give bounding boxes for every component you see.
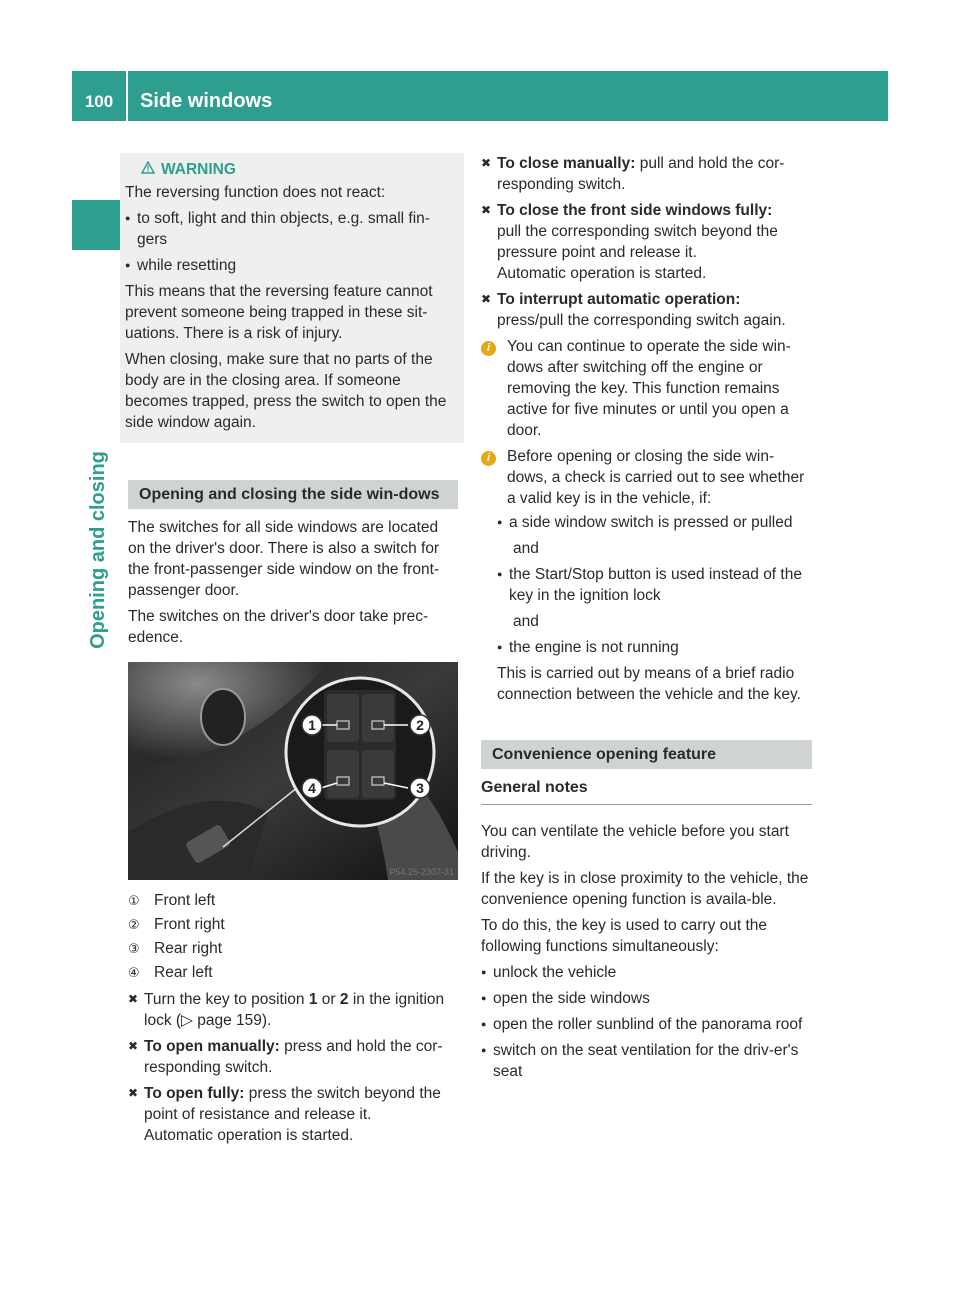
action-step: ✖ To open manually: press and hold the cor-responding switch.	[128, 1038, 443, 1076]
page-title: Side windows	[140, 90, 273, 112]
warning-intro: The reversing function does not react:	[125, 184, 386, 201]
list-item: ● the Start/Stop button is used instead of the key in the ignition lock	[497, 566, 802, 604]
warning-text: When closing, make sure that no parts of the body are in the closing area. If someone becomes trapped, press the switch to open the side window again.	[125, 351, 447, 431]
page-number: 100	[84, 92, 114, 111]
info-icon: i	[481, 341, 496, 356]
action-step: ✖ To open fully: press the switch beyond the point of resistance and release it. Automatic operation is started.	[128, 1085, 441, 1144]
bullet-icon: ●	[481, 1045, 487, 1055]
subsection-heading: General notes	[481, 777, 812, 805]
paragraph: The switches for all side windows are located on the driver's door. There is also a switch for the front-passenger side window on the front-passenger door.	[128, 519, 440, 599]
paragraph: You can ventilate the vehicle before you start driving.	[481, 823, 789, 861]
list-item: ● open the roller sunblind of the panorama roof	[481, 1016, 803, 1033]
info-note: i You can continue to operate the side win-dows after switching off the engine or removing the key. This function remains active for five minutes or until you open a door.	[481, 336, 812, 441]
bullet-icon: ●	[481, 1019, 487, 1029]
warning-title: WARNING	[161, 161, 236, 178]
action-arrow-icon: ✖	[481, 292, 492, 306]
list-item: ● switch on the seat ventilation for the driv-er's seat	[481, 1042, 799, 1080]
callout-3: 3	[416, 780, 424, 796]
bullet-icon: ●	[125, 260, 131, 270]
paragraph: To do this, the key is used to carry out the following functions simultaneously:	[481, 917, 768, 955]
section-heading: Convenience opening feature	[481, 740, 812, 769]
info-icon: i	[481, 451, 496, 466]
action-step: ✖ To interrupt automatic operation: press/pull the corresponding switch again.	[481, 291, 786, 329]
warning-text: This means that the reversing feature cannot prevent someone being trapped in these sit-uations. There is a risk of injury.	[125, 283, 433, 342]
bullet-icon: ●	[497, 517, 503, 527]
action-step: ✖ Turn the key to position 1 or 2 in the ignition lock (▷ page 159).	[128, 991, 445, 1029]
action-step: ✖ To close the front side windows fully: pull the corresponding switch beyond the pressure point and release it. Automatic operation is started.	[481, 202, 778, 282]
figure-code: P54.25-2307-31	[389, 867, 454, 877]
legend-item: ③ Rear right	[128, 940, 223, 957]
right-column: ✖ To close manually: pull and hold the cor-responding switch. ✖ To close the front side windows fully: pull the corresponding switch beyond the pressure point and release it. Automatic operation is started. ✖ To interrupt automatic operation: press/pull the corresponding switch again. i You can continue to operate the side win-dows after switching off the engine or removing the key. This function remains active for five minutes or until you open a door. i Before opening or closing the side win-dows, a check is carried out to see whether a valid key is in the vehicle, if: ● a side window switch is pressed or pulled and ● the Start/Stop button is used instead of the key in the ignition lock and ● the engine is not running This is carried out by means of a brief radio connection between the vehicle and the key. Convenience opening feature General notes You can ventilate the vehicle before you start driving. If the key is in close proximity to the vehicle, the convenience opening function is availa-ble. To do this, the key is used to carry out the following functions simultaneously: ● unlock the vehicle ● open the side windows ● open the roller sunblind of the panorama roof ● switch on the seat ventilation for the driv-er's seat	[481, 153, 812, 1087]
bullet-icon: ●	[497, 569, 503, 579]
action-arrow-icon: ✖	[128, 992, 139, 1006]
info-note: i Before opening or closing the side win-dows, a check is carried out to see whether a valid key is in the vehicle, if:	[481, 446, 812, 509]
legend-item: ② Front right	[128, 916, 225, 933]
list-item: ● a side window switch is pressed or pulled	[497, 514, 793, 531]
sidebar-section-label: Opening and closing	[87, 451, 109, 649]
callout-2: 2	[416, 717, 424, 733]
bullet-icon: ●	[497, 642, 503, 652]
list-item: ● the engine is not running	[497, 639, 679, 656]
sidebar-tab	[72, 200, 122, 250]
paragraph: The switches on the driver's door take prec-edence.	[128, 608, 429, 646]
action-arrow-icon: ✖	[481, 203, 492, 217]
list-item: ● while resetting	[125, 257, 237, 274]
action-arrow-icon: ✖	[128, 1039, 139, 1053]
left-column	[125, 153, 458, 1151]
window-switch-figure	[128, 662, 458, 880]
header-divider	[126, 71, 128, 121]
action-arrow-icon: ✖	[481, 156, 492, 170]
list-item: ● open the side windows	[481, 990, 650, 1007]
callout-1: 1	[308, 717, 316, 733]
section-heading: Opening and closing the side win-dows	[128, 480, 458, 509]
paragraph: If the key is in close proximity to the vehicle, the convenience opening function is availa-ble.	[481, 870, 809, 908]
action-step: ✖ To close manually: pull and hold the cor-responding switch.	[481, 155, 785, 193]
warning-triangle-icon	[141, 159, 155, 180]
bullet-icon: ●	[481, 967, 487, 977]
warning-heading	[125, 159, 458, 180]
list-item: ● to soft, light and thin objects, e.g. small fin-gers	[125, 210, 430, 248]
list-item: ● unlock the vehicle	[481, 964, 617, 981]
warning-box	[120, 153, 464, 443]
bullet-icon: ●	[125, 213, 131, 223]
action-arrow-icon: ✖	[128, 1086, 139, 1100]
legend-item: ④ Rear left	[128, 964, 213, 981]
callout-4: 4	[308, 780, 316, 796]
legend-item: ① Front left	[128, 892, 216, 909]
bullet-icon: ●	[481, 993, 487, 1003]
